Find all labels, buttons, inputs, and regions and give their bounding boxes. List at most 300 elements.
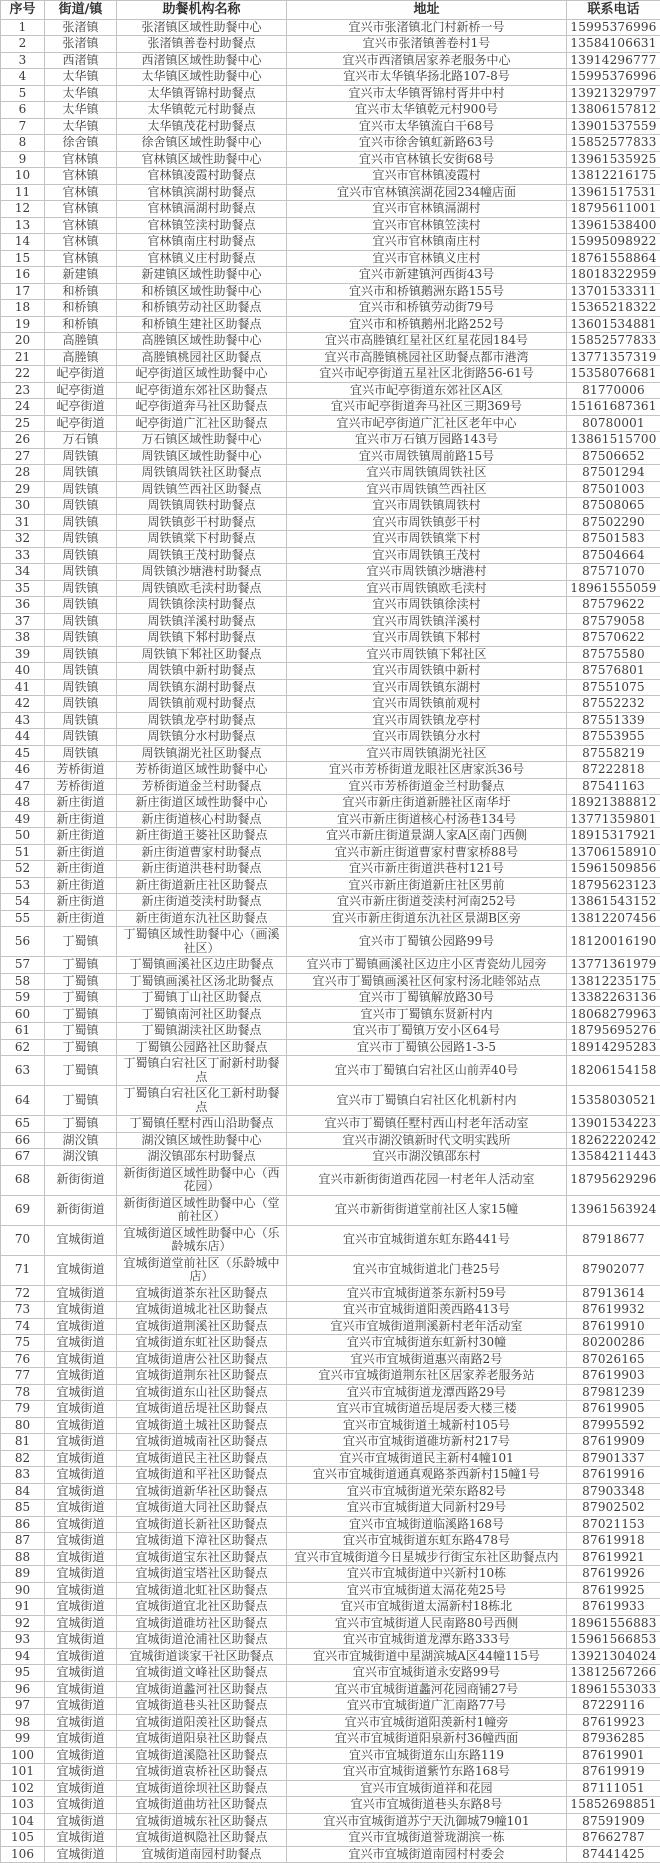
cell-address: 宜兴市丁蜀镇任墅村西山村老年活动室 xyxy=(287,1116,567,1133)
cell-town: 周铁镇 xyxy=(45,646,117,663)
cell-town: 周铁镇 xyxy=(45,729,117,746)
cell-index: 60 xyxy=(1,1006,45,1023)
cell-index: 49 xyxy=(1,811,45,828)
cell-index: 67 xyxy=(1,1149,45,1166)
cell-name: 宜城街道溪隐社区助餐点 xyxy=(117,1747,287,1764)
cell-name: 宜城街道土城社区助餐点 xyxy=(117,1417,287,1434)
cell-address: 宜兴市屺亭街道五星社区北街路56-61号 xyxy=(287,366,567,383)
cell-name: 丁蜀镇画溪社区汤北助餐点 xyxy=(117,973,287,990)
cell-town: 宜城街道 xyxy=(45,1632,117,1649)
cell-index: 46 xyxy=(1,762,45,779)
cell-name: 西渚镇区域性助餐中心 xyxy=(117,52,287,69)
table-row xyxy=(1,564,660,581)
cell-name: 宜城街道曲坊社区助餐点 xyxy=(117,1797,287,1814)
cell-address: 宜兴市周铁镇沙塘港村 xyxy=(287,564,567,581)
cell-name: 宜城街道北虹社区助餐点 xyxy=(117,1582,287,1599)
table-row xyxy=(1,894,660,911)
cell-index: 18 xyxy=(1,300,45,317)
table-row xyxy=(1,1681,660,1698)
table-row xyxy=(1,300,660,317)
table-row xyxy=(1,990,660,1007)
cell-phone: 87501294 xyxy=(567,465,660,482)
table-row xyxy=(1,184,660,201)
cell-name: 宜城街道枫隐社区助餐点 xyxy=(117,1830,287,1847)
cell-town: 宜城街道 xyxy=(45,1384,117,1401)
table-row xyxy=(1,1434,660,1451)
cell-phone: 87552232 xyxy=(567,696,660,713)
cell-name: 丁蜀镇区域性助餐中心（画溪社区） xyxy=(117,927,287,957)
cell-address: 宜兴市周铁镇竺西社区 xyxy=(287,481,567,498)
table-row xyxy=(1,762,660,779)
cell-name: 高塍镇区域性助餐中心 xyxy=(117,333,287,350)
table-row xyxy=(1,1165,660,1195)
cell-index: 17 xyxy=(1,283,45,300)
cell-name: 宜城街道荆溪社区助餐点 xyxy=(117,1318,287,1335)
table-row xyxy=(1,712,660,729)
cell-phone: 80780001 xyxy=(567,415,660,432)
cell-name: 周铁镇王茂村助餐点 xyxy=(117,547,287,564)
cell-name: 丁蜀镇白宕社区化工新村助餐点 xyxy=(117,1086,287,1116)
cell-town: 万石镇 xyxy=(45,432,117,449)
cell-address: 宜兴市宜城街道惠兴南路2号 xyxy=(287,1351,567,1368)
cell-phone: 87619916 xyxy=(567,1467,660,1484)
cell-phone: 87571070 xyxy=(567,564,660,581)
cell-phone: 13921329797 xyxy=(567,85,660,102)
cell-name: 宜城街道巷头社区助餐点 xyxy=(117,1698,287,1715)
cell-address: 宜兴市太华镇胥锦村胥井中村 xyxy=(287,85,567,102)
cell-index: 85 xyxy=(1,1500,45,1517)
cell-index: 10 xyxy=(1,168,45,185)
cell-phone: 87501003 xyxy=(567,481,660,498)
cell-name: 太华镇胥锦村助餐点 xyxy=(117,85,287,102)
cell-phone: 13961517531 xyxy=(567,184,660,201)
cell-phone: 15852698851 xyxy=(567,1797,660,1814)
table-row xyxy=(1,1533,660,1550)
cell-town: 宜城街道 xyxy=(45,1681,117,1698)
cell-phone: 15161687361 xyxy=(567,399,660,416)
cell-town: 宜城街道 xyxy=(45,1483,117,1500)
table-row xyxy=(1,1846,660,1863)
cell-index: 95 xyxy=(1,1665,45,1682)
table-row xyxy=(1,1566,660,1583)
cell-index: 55 xyxy=(1,910,45,927)
table-row xyxy=(1,481,660,498)
cell-town: 和桥镇 xyxy=(45,300,117,317)
cell-index: 99 xyxy=(1,1731,45,1748)
cell-town: 官林镇 xyxy=(45,217,117,234)
cell-address: 宜兴市周铁镇彭干村 xyxy=(287,514,567,531)
cell-index: 45 xyxy=(1,745,45,762)
table-row xyxy=(1,1116,660,1133)
cell-town: 新庄街道 xyxy=(45,861,117,878)
cell-phone: 15852577833 xyxy=(567,135,660,152)
table-row xyxy=(1,1086,660,1116)
cell-town: 张渚镇 xyxy=(45,19,117,36)
cell-index: 74 xyxy=(1,1318,45,1335)
cell-address: 宜兴市宜城街道中星湖滨城A区44幢115号 xyxy=(287,1648,567,1665)
table-row xyxy=(1,1335,660,1352)
cell-phone: 87918677 xyxy=(567,1225,660,1255)
cell-phone: 13812207456 xyxy=(567,910,660,927)
cell-index: 24 xyxy=(1,399,45,416)
cell-address: 宜兴市周铁镇棠下村 xyxy=(287,531,567,548)
cell-town: 宜城街道 xyxy=(45,1285,117,1302)
cell-phone: 15365218322 xyxy=(567,300,660,317)
cell-index: 8 xyxy=(1,135,45,152)
cell-index: 33 xyxy=(1,547,45,564)
cell-phone: 13861515700 xyxy=(567,432,660,449)
table-row xyxy=(1,465,660,482)
cell-name: 新建镇区域性助餐中心 xyxy=(117,267,287,284)
cell-address: 宜兴市官林镇凌霞村 xyxy=(287,168,567,185)
cell-index: 72 xyxy=(1,1285,45,1302)
table-row xyxy=(1,333,660,350)
cell-phone: 13584211443 xyxy=(567,1149,660,1166)
cell-phone: 13961538400 xyxy=(567,217,660,234)
cell-phone: 87903348 xyxy=(567,1483,660,1500)
cell-town: 宜城街道 xyxy=(45,1549,117,1566)
table-row xyxy=(1,1698,660,1715)
cell-name: 周铁镇前观村助餐点 xyxy=(117,696,287,713)
cell-phone: 13812235175 xyxy=(567,973,660,990)
cell-index: 36 xyxy=(1,597,45,614)
cell-index: 64 xyxy=(1,1086,45,1116)
cell-phone: 87902077 xyxy=(567,1255,660,1285)
cell-index: 7 xyxy=(1,118,45,135)
cell-address: 宜兴市屺亭街道广汇社区老年中心 xyxy=(287,415,567,432)
table-row xyxy=(1,844,660,861)
cell-town: 芳桥街道 xyxy=(45,778,117,795)
cell-phone: 13706158910 xyxy=(567,844,660,861)
cell-phone: 87619926 xyxy=(567,1566,660,1583)
cell-town: 新庄街道 xyxy=(45,894,117,911)
cell-index: 70 xyxy=(1,1225,45,1255)
header-cell-1: 街道/镇 xyxy=(45,1,117,20)
cell-name: 周铁镇周铁村助餐点 xyxy=(117,498,287,515)
cell-index: 22 xyxy=(1,366,45,383)
cell-index: 86 xyxy=(1,1516,45,1533)
cell-address: 宜兴市周铁镇东湖村 xyxy=(287,679,567,696)
cell-name: 宜城街道唐公社区助餐点 xyxy=(117,1351,287,1368)
cell-phone: 13601534881 xyxy=(567,316,660,333)
cell-name: 宜城街道徐坝社区助餐点 xyxy=(117,1780,287,1797)
cell-name: 宜城街道东山社区助餐点 xyxy=(117,1384,287,1401)
cell-phone: 15995098922 xyxy=(567,234,660,251)
cell-address: 宜兴市屺亭街道奔马社区三期369号 xyxy=(287,399,567,416)
cell-name: 官林镇南庄村助餐点 xyxy=(117,234,287,251)
cell-index: 89 xyxy=(1,1566,45,1583)
cell-index: 48 xyxy=(1,795,45,812)
cell-address: 宜兴市宜城街道祥和花园 xyxy=(287,1780,567,1797)
table-row xyxy=(1,135,660,152)
cell-name: 和桥镇区域性助餐中心 xyxy=(117,283,287,300)
header-cell-0: 序号 xyxy=(1,1,45,20)
cell-index: 50 xyxy=(1,828,45,845)
cell-address: 宜兴市周铁镇欧毛渎村 xyxy=(287,580,567,597)
table-row xyxy=(1,973,660,990)
cell-address: 宜兴市官林镇笠渎村 xyxy=(287,217,567,234)
table-row xyxy=(1,1780,660,1797)
cell-name: 新庄街道核心村助餐点 xyxy=(117,811,287,828)
cell-town: 太华镇 xyxy=(45,85,117,102)
table-row xyxy=(1,1813,660,1830)
cell-name: 宜城街道谈家干社区助餐点 xyxy=(117,1648,287,1665)
cell-address: 宜兴市周铁镇周铁社区 xyxy=(287,465,567,482)
cell-town: 宜城街道 xyxy=(45,1615,117,1632)
cell-index: 82 xyxy=(1,1450,45,1467)
cell-name: 宜城街道袁桥社区助餐点 xyxy=(117,1764,287,1781)
cell-index: 66 xyxy=(1,1132,45,1149)
cell-town: 湖㳇镇 xyxy=(45,1149,117,1166)
cell-town: 丁蜀镇 xyxy=(45,973,117,990)
cell-name: 宜城街道和平社区助餐点 xyxy=(117,1467,287,1484)
table-row xyxy=(1,795,660,812)
cell-town: 屺亭街道 xyxy=(45,415,117,432)
cell-address: 宜兴市官林镇滨湖花园234幢店面 xyxy=(287,184,567,201)
cell-name: 屺亭街道区域性助餐中心 xyxy=(117,366,287,383)
cell-town: 宜城街道 xyxy=(45,1566,117,1583)
cell-name: 周铁镇周铁社区助餐点 xyxy=(117,465,287,482)
cell-address: 宜兴市新庄街道核心村汤巷134号 xyxy=(287,811,567,828)
cell-phone: 13812216175 xyxy=(567,168,660,185)
cell-index: 92 xyxy=(1,1615,45,1632)
cell-phone: 15961509856 xyxy=(567,861,660,878)
cell-name: 高塍镇桃园社区助餐点 xyxy=(117,349,287,366)
cell-town: 宜城街道 xyxy=(45,1335,117,1352)
table-row xyxy=(1,1417,660,1434)
cell-name: 万石镇区域性助餐中心 xyxy=(117,432,287,449)
cell-index: 23 xyxy=(1,382,45,399)
cell-address: 宜兴市官林镇长安街68号 xyxy=(287,151,567,168)
cell-phone: 13812567266 xyxy=(567,1665,660,1682)
cell-town: 屺亭街道 xyxy=(45,382,117,399)
cell-town: 丁蜀镇 xyxy=(45,990,117,1007)
cell-address: 宜兴市宜城街道茶东新村59号 xyxy=(287,1285,567,1302)
cell-name: 新庄街道茭渎村助餐点 xyxy=(117,894,287,911)
cell-index: 26 xyxy=(1,432,45,449)
cell-town: 高塍镇 xyxy=(45,349,117,366)
cell-address: 宜兴市丁蜀镇公园路99号 xyxy=(287,927,567,957)
cell-address: 宜兴市宜城街道东虹东路441号 xyxy=(287,1225,567,1255)
table-row xyxy=(1,811,660,828)
cell-index: 84 xyxy=(1,1483,45,1500)
cell-index: 34 xyxy=(1,564,45,581)
cell-phone: 87551339 xyxy=(567,712,660,729)
table-row xyxy=(1,1483,660,1500)
cell-address: 宜兴市周铁镇湖光社区 xyxy=(287,745,567,762)
cell-address: 宜兴市宜城街道太滆花苑25号 xyxy=(287,1582,567,1599)
cell-index: 27 xyxy=(1,448,45,465)
table-row xyxy=(1,1384,660,1401)
cell-phone: 87570622 xyxy=(567,630,660,647)
cell-index: 16 xyxy=(1,267,45,284)
cell-town: 宜城街道 xyxy=(45,1302,117,1319)
table-row xyxy=(1,1285,660,1302)
table-row xyxy=(1,415,660,432)
cell-name: 周铁镇彭干村助餐点 xyxy=(117,514,287,531)
cell-name: 周铁镇徐渎村助餐点 xyxy=(117,597,287,614)
cell-phone: 18914295283 xyxy=(567,1039,660,1056)
table-row xyxy=(1,957,660,974)
cell-address: 宜兴市宜城街道广汇南路77号 xyxy=(287,1698,567,1715)
table-row xyxy=(1,646,660,663)
cell-index: 21 xyxy=(1,349,45,366)
table-row xyxy=(1,861,660,878)
cell-index: 87 xyxy=(1,1533,45,1550)
cell-name: 官林镇笠渎村助餐点 xyxy=(117,217,287,234)
cell-phone: 15852577833 xyxy=(567,333,660,350)
cell-index: 71 xyxy=(1,1255,45,1285)
cell-phone: 87579058 xyxy=(567,613,660,630)
cell-name: 新街街道区域性助餐中心（堂前社区） xyxy=(117,1195,287,1225)
cell-index: 59 xyxy=(1,990,45,1007)
cell-name: 宜城街道民主社区助餐点 xyxy=(117,1450,287,1467)
cell-town: 新庄街道 xyxy=(45,828,117,845)
cell-town: 新庄街道 xyxy=(45,910,117,927)
cell-town: 周铁镇 xyxy=(45,696,117,713)
cell-address: 宜兴市宜城街道东山东路119 xyxy=(287,1747,567,1764)
cell-index: 106 xyxy=(1,1846,45,1863)
cell-name: 周铁镇分水村助餐点 xyxy=(117,729,287,746)
cell-address: 宜兴市宜城街道太滆新村18栋北 xyxy=(287,1599,567,1616)
cell-index: 98 xyxy=(1,1714,45,1731)
cell-name: 宜城街道蠡河社区助餐点 xyxy=(117,1681,287,1698)
cell-town: 新建镇 xyxy=(45,267,117,284)
table-row xyxy=(1,1714,660,1731)
cell-name: 宜城街道沧浦社区助餐点 xyxy=(117,1632,287,1649)
cell-town: 周铁镇 xyxy=(45,514,117,531)
cell-town: 丁蜀镇 xyxy=(45,1023,117,1040)
cell-name: 宜城街道岳堤社区助餐点 xyxy=(117,1401,287,1418)
cell-index: 78 xyxy=(1,1384,45,1401)
cell-town: 宜城街道 xyxy=(45,1351,117,1368)
cell-town: 官林镇 xyxy=(45,250,117,267)
cell-address: 宜兴市丁蜀镇白宕社区化机新村内 xyxy=(287,1086,567,1116)
cell-phone: 87619909 xyxy=(567,1434,660,1451)
cell-address: 宜兴市张渚镇北门村新桥一号 xyxy=(287,19,567,36)
table-row xyxy=(1,234,660,251)
cell-index: 54 xyxy=(1,894,45,911)
cell-index: 90 xyxy=(1,1582,45,1599)
cell-town: 宜城街道 xyxy=(45,1225,117,1255)
table-row xyxy=(1,663,660,680)
cell-address: 宜兴市宜城街道荆东社区居家养老服务站 xyxy=(287,1368,567,1385)
cell-address: 宜兴市湖㳇镇新时代文明实践所 xyxy=(287,1132,567,1149)
cell-index: 39 xyxy=(1,646,45,663)
cell-address: 宜兴市宜城街道紫竹东路168号 xyxy=(287,1764,567,1781)
cell-town: 宜城街道 xyxy=(45,1764,117,1781)
cell-index: 28 xyxy=(1,465,45,482)
cell-town: 徐舍镇 xyxy=(45,135,117,152)
cell-town: 和桥镇 xyxy=(45,283,117,300)
cell-town: 丁蜀镇 xyxy=(45,1086,117,1116)
cell-name: 宜城街道宜北社区助餐点 xyxy=(117,1599,287,1616)
cell-address: 宜兴市宜城街道人民南路80号西侧 xyxy=(287,1615,567,1632)
cell-address: 宜兴市高塍镇桃园社区助餐点都市港湾 xyxy=(287,349,567,366)
table-row xyxy=(1,1648,660,1665)
cell-town: 宜城街道 xyxy=(45,1516,117,1533)
cell-index: 65 xyxy=(1,1116,45,1133)
cell-town: 周铁镇 xyxy=(45,448,117,465)
table-row xyxy=(1,729,660,746)
cell-address: 宜兴市周铁镇周前路15号 xyxy=(287,448,567,465)
cell-town: 芳桥街道 xyxy=(45,762,117,779)
cell-name: 周铁镇沙塘港村助餐点 xyxy=(117,564,287,581)
cell-address: 宜兴市新建镇河西街43号 xyxy=(287,267,567,284)
cell-phone: 18961553033 xyxy=(567,1681,660,1698)
table-row xyxy=(1,1516,660,1533)
table-row xyxy=(1,547,660,564)
cell-phone: 87591909 xyxy=(567,1813,660,1830)
cell-name: 和桥镇劳动社区助餐点 xyxy=(117,300,287,317)
cell-index: 57 xyxy=(1,957,45,974)
cell-name: 周铁镇湖光社区助餐点 xyxy=(117,745,287,762)
cell-town: 宜城街道 xyxy=(45,1599,117,1616)
cell-phone: 13771359801 xyxy=(567,811,660,828)
cell-index: 42 xyxy=(1,696,45,713)
cell-phone: 87901337 xyxy=(567,1450,660,1467)
cell-town: 宜城街道 xyxy=(45,1500,117,1517)
cell-index: 102 xyxy=(1,1780,45,1797)
cell-index: 52 xyxy=(1,861,45,878)
table-row xyxy=(1,1149,660,1166)
cell-town: 太华镇 xyxy=(45,69,117,86)
cell-name: 湖㳇镇邵东村助餐点 xyxy=(117,1149,287,1166)
table-row xyxy=(1,250,660,267)
cell-phone: 15358076681 xyxy=(567,366,660,383)
cell-address: 宜兴市宜城街道土城新村105号 xyxy=(287,1417,567,1434)
cell-address: 宜兴市宜城街道东虹东路478号 xyxy=(287,1533,567,1550)
cell-phone: 87619910 xyxy=(567,1318,660,1335)
cell-name: 丁蜀镇公园路社区助餐点 xyxy=(117,1039,287,1056)
cell-name: 宜城街道荆东社区助餐点 xyxy=(117,1368,287,1385)
cell-index: 94 xyxy=(1,1648,45,1665)
table-row xyxy=(1,201,660,218)
cell-phone: 18795695276 xyxy=(567,1023,660,1040)
cell-town: 宜城街道 xyxy=(45,1368,117,1385)
table-row xyxy=(1,1225,660,1255)
cell-town: 宜城街道 xyxy=(45,1318,117,1335)
cell-name: 宜城街道东虹社区助餐点 xyxy=(117,1335,287,1352)
cell-name: 丁蜀镇任墅村西山沿助餐点 xyxy=(117,1116,287,1133)
cell-name: 宜城街道茶东社区助餐点 xyxy=(117,1285,287,1302)
cell-phone: 87575580 xyxy=(567,646,660,663)
table-row xyxy=(1,1632,660,1649)
cell-address: 宜兴市芳桥街道金兰村助餐点 xyxy=(287,778,567,795)
cell-index: 97 xyxy=(1,1698,45,1715)
cell-index: 37 xyxy=(1,613,45,630)
cell-phone: 87506652 xyxy=(567,448,660,465)
cell-phone: 87619932 xyxy=(567,1302,660,1319)
cell-address: 宜兴市宜城街道阳羡新村1幢旁 xyxy=(287,1714,567,1731)
cell-phone: 87619918 xyxy=(567,1533,660,1550)
cell-town: 新庄街道 xyxy=(45,795,117,812)
cell-town: 新庄街道 xyxy=(45,877,117,894)
cell-town: 周铁镇 xyxy=(45,712,117,729)
cell-address: 宜兴市宜城街道北门巷25号 xyxy=(287,1255,567,1285)
cell-address: 宜兴市宜城街道大同新村29号 xyxy=(287,1500,567,1517)
table-row xyxy=(1,118,660,135)
table-row xyxy=(1,448,660,465)
table-row xyxy=(1,19,660,36)
cell-name: 太华镇茂花村助餐点 xyxy=(117,118,287,135)
cell-index: 38 xyxy=(1,630,45,647)
cell-town: 周铁镇 xyxy=(45,630,117,647)
cell-phone: 87619933 xyxy=(567,1599,660,1616)
cell-town: 丁蜀镇 xyxy=(45,1116,117,1133)
cell-phone: 87541163 xyxy=(567,778,660,795)
cell-town: 周铁镇 xyxy=(45,663,117,680)
